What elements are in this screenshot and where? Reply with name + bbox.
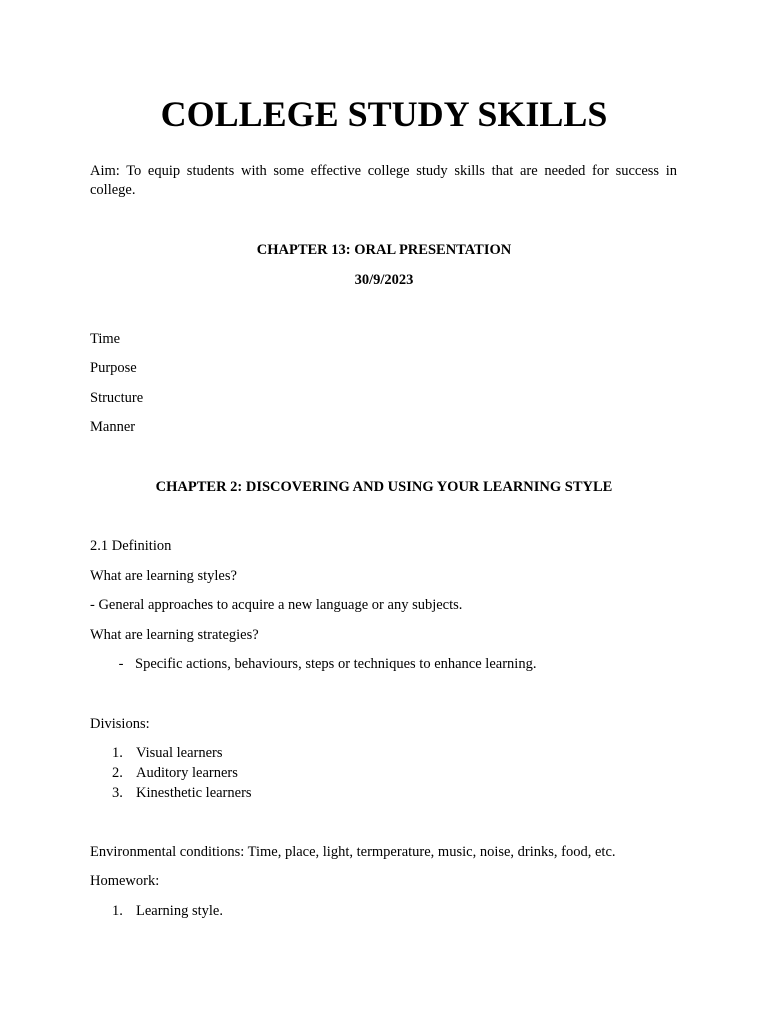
- divisions-heading: Divisions:: [90, 716, 150, 732]
- division-item: [90, 744, 223, 763]
- question-learning-styles: What are learning styles?: [90, 568, 237, 584]
- document-title: COLLEGE STUDY SKILLS: [160, 94, 608, 134]
- homework-heading: Homework:: [90, 873, 160, 889]
- chapter13-item-manner: Manner: [90, 419, 136, 435]
- chapter13-item-purpose: Purpose: [90, 360, 137, 376]
- answer-learning-strategies-text: Specific actions, behaviours, steps or techniques to enhance learning.: [135, 656, 537, 672]
- question-learning-strategies: What are learning strategies?: [90, 627, 259, 643]
- environmental-conditions: Environmental conditions: Time, place, light, termperature, music, noise, drinks, food, etc.: [90, 844, 616, 860]
- list-number: 3.: [112, 785, 123, 801]
- chapter13-heading: CHAPTER 13: ORAL PRESENTATION: [256, 242, 512, 258]
- division-item: [90, 764, 238, 783]
- chapter2-heading: CHAPTER 2: DISCOVERING AND USING YOUR LEARNING STYLE: [155, 479, 613, 495]
- definition-heading: 2.1 Definition: [90, 538, 172, 554]
- homework-text: Learning style.: [136, 903, 223, 919]
- chapter13-date: 30/9/2023: [354, 272, 414, 288]
- answer-learning-strategies: [90, 655, 536, 674]
- dash-bullet: -: [118, 656, 124, 672]
- list-number: 1.: [112, 745, 123, 761]
- list-number: 2.: [112, 765, 123, 781]
- division-item: [90, 784, 252, 803]
- chapter13-item-time: Time: [90, 331, 121, 347]
- division-text: Visual learners: [136, 745, 223, 761]
- aim-paragraph: Aim: To equip students with some effective college study skills that are needed for success in college.: [90, 163, 677, 198]
- homework-item: [90, 902, 223, 921]
- list-number: 1.: [112, 903, 123, 919]
- division-text: Kinesthetic learners: [136, 785, 252, 801]
- division-text: Auditory learners: [136, 765, 238, 781]
- chapter13-item-structure: Structure: [90, 390, 144, 406]
- answer-learning-styles: - General approaches to acquire a new language or any subjects.: [90, 597, 463, 613]
